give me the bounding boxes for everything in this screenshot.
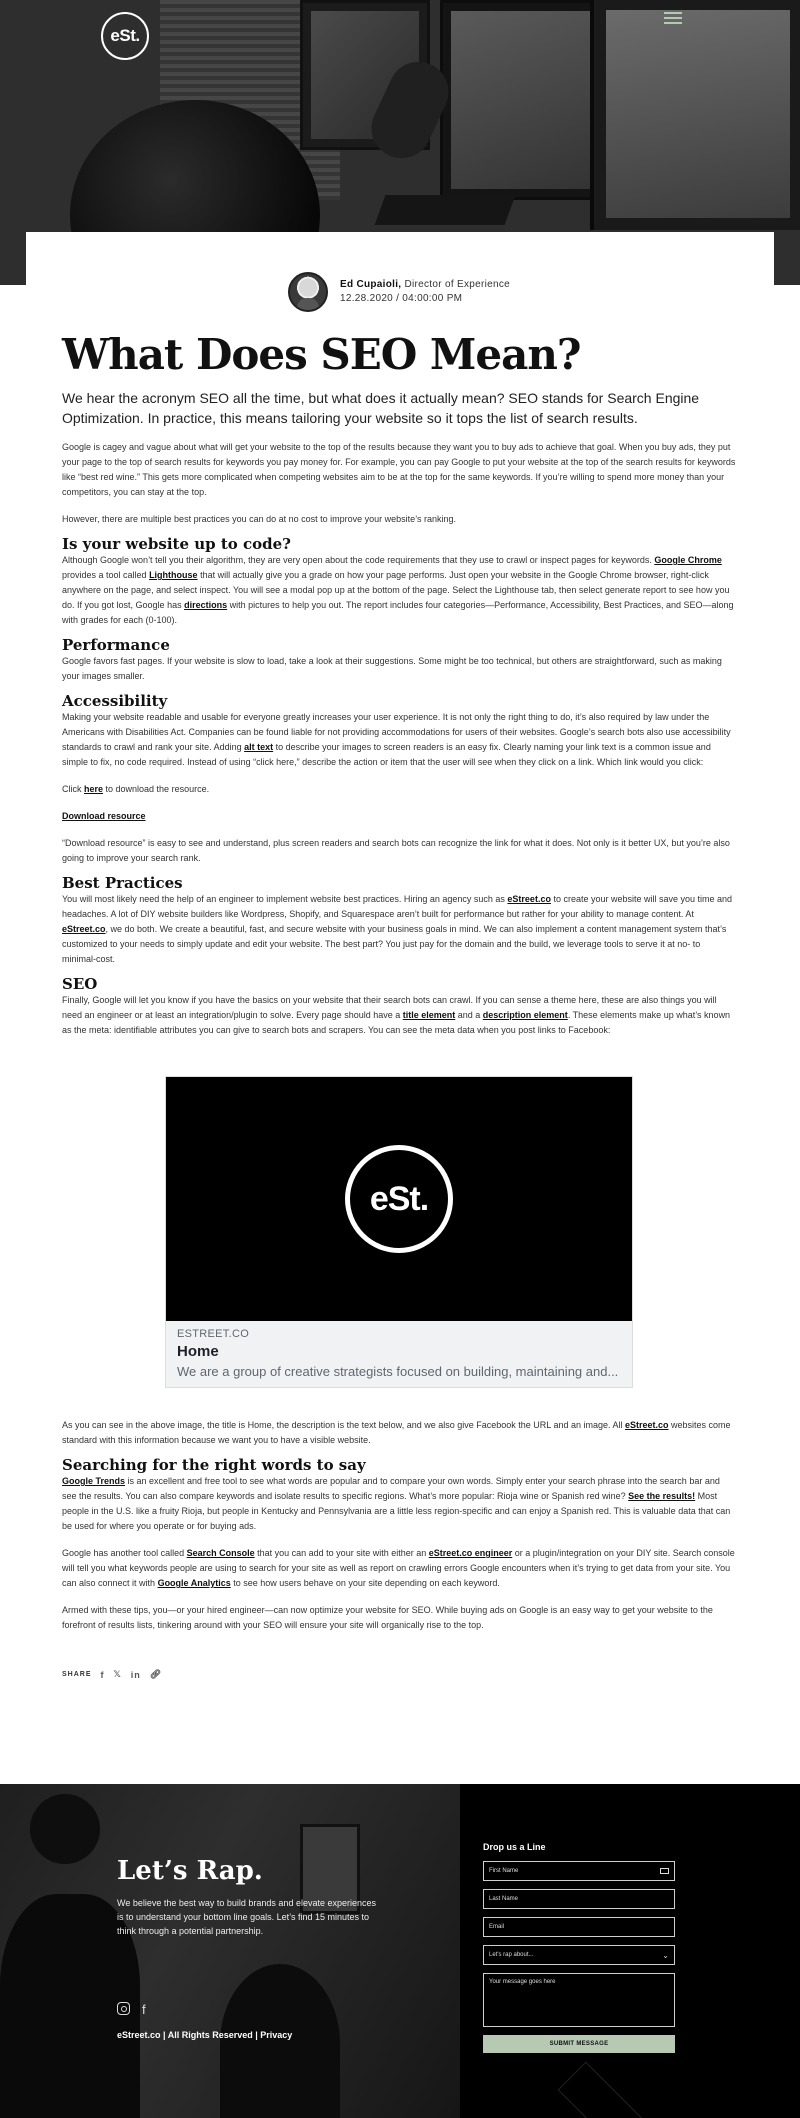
article-card [26, 232, 774, 1780]
submit-button[interactable]: SUBMIT MESSAGE [483, 2035, 675, 2053]
share-label: SHARE [62, 1671, 92, 1678]
paragraph [62, 809, 736, 824]
here-link[interactable]: here [84, 784, 104, 794]
post-date: 12.28.2020 / 04:00:00 PM [340, 293, 463, 304]
author-name: Ed Cupaioli, [340, 279, 402, 290]
estreet-logo: eSt. [345, 1145, 453, 1253]
paragraph: Finally, Google will let you know if you have the basics on your website that their search bots can crawl. If you can sense a theme here, these are also things you will need an engineer or at least an integration/plugin to solve. Every page should have a title element and a description element. These elements make up what’s known as the meta: identifiable attributes you can give to search bots and scrapers. You can see the meta data when you post links to Facebook: [62, 995, 731, 1035]
description-element-link[interactable]: description element [482, 1010, 568, 1020]
paragraph: You will most likely need the help of an engineer to implement website best practices. Hiring an agency such as eStreet.co to create your website will save you time and headaches. A lot of DIY website builders like Wordpress, Shopify, and Squarespace aren’t built for performance but rather for your ability to manage content. At eStreet.co, we do both. We create a beautiful, fast, and secure website with your business goals in mind. We can also implement a content management system that’s customized to your needs to simply update and edit your website. The best part? You just pay for the domain and the build, we leverage tools to serve it at no- to minimal-cost. [62, 894, 733, 964]
section-heading: Performance [62, 636, 170, 654]
keyboard [375, 195, 516, 225]
keyboard-icon [660, 1868, 669, 1874]
paragraph: Click here to download the resource. [62, 784, 210, 794]
footer-title: Let’s Rap. [117, 1856, 263, 1886]
twitter-icon[interactable]: 𝕏 [113, 1669, 122, 1679]
see-results-link[interactable]: See the results! [628, 1491, 696, 1501]
first-name-field[interactable]: First Name [483, 1861, 675, 1881]
preview-title: Home [177, 1343, 219, 1360]
site-logo[interactable]: eSt. [101, 12, 149, 60]
footer-rights: eStreet.co | All Rights Reserved | Privacy [117, 2030, 293, 2040]
alt-text-link[interactable]: alt text [244, 742, 274, 752]
estreet-link[interactable]: eStreet.co [507, 894, 551, 904]
estreet-link[interactable]: eStreet.co [62, 924, 106, 934]
link-icon[interactable]: 🔗︎ [149, 1669, 163, 1679]
avatar [288, 272, 328, 312]
facebook-icon[interactable]: f [142, 2002, 146, 2017]
estreet-engineer-link[interactable]: eStreet.co engineer [428, 1548, 513, 1558]
directions-link[interactable]: directions [184, 600, 228, 610]
paragraph: Armed with these tips, you—or your hired engineer—can now optimize your website for SEO. While buying ads on Google is an easy way to get your website to the forefront of results lists, tinkering around with your SEO will ensure your site will organically rise to the top. [62, 1605, 713, 1630]
linkedin-icon[interactable]: in [130, 1669, 141, 1680]
preview-description: We are a group of creative strategists focused on building, maintaining and... [177, 1364, 619, 1379]
download-resource-link[interactable]: Download resource [62, 811, 146, 821]
paragraph: Google has another tool called Search Console that you can add to your site with either an eStreet.co engineer or a plugin/integration on your DIY site. Search console will tell you what keywords people are using to search for your site as well as report on crawling errors Google encounters when it’s trying to get data from your site. You can also connect it with Google Analytics to see how users behave on your site depending on each keyword. [62, 1548, 735, 1588]
paragraph: Although Google won’t tell you their algorithm, they are very open about the code requirements that they use to crawl or inspect pages for keywords. Google Chrome provides a tool called Lighthouse that will actually give you a grade on how your page performs. Just open your website in the Google Chrome browser, right-click anywhere on the page, and select inspect. You will see a modal pop up at the bottom of the page. Select the Lighthouse tab, then select generate report to see how you do. If you got lost, Google has directions with pictures to help you out. The report includes four categories—Performance, Accessibility, Best Practices, and SEO—along with grades for each (0-100). [62, 555, 734, 625]
paragraph: However, there are multiple best practices you can do at no cost to improve your website’s ranking. [62, 514, 457, 524]
form-title: Drop us a Line [483, 1842, 546, 1852]
monitor [440, 0, 610, 200]
paragraph: Making your website readable and usable for everyone greatly increases your user experience. It is not only the right thing to do, it’s also required by law under the Americans with Disabilities Act. Companies can be found liable for not providing accommodations for users of their websites. Google’s search bots also use accessibility standards to crawl and rank your site. Adding alt text to describe your images to screen readers is an easy fix. Clearly naming your link text is a common issue and simple to fix, no code required. Instead of using “click here,” describe the action or item that the user will see when they click on a link. Which link would you click: [62, 712, 731, 767]
section-heading: Is your website up to code? [62, 535, 291, 553]
preview-image [166, 1077, 632, 1321]
hamburger-menu-icon[interactable] [664, 12, 682, 24]
topic-select[interactable]: Let's rap about... ⌄ [483, 1945, 675, 1965]
google-analytics-link[interactable]: Google Analytics [157, 1578, 231, 1588]
search-console-link[interactable]: Search Console [186, 1548, 255, 1558]
author-role: Director of Experience [401, 279, 510, 290]
estreet-link[interactable]: eStreet.co [625, 1420, 669, 1430]
instagram-icon[interactable] [117, 2002, 130, 2015]
page-title: What Does SEO Mean? [62, 330, 581, 379]
email-field[interactable]: Email [483, 1917, 675, 1937]
preview-site: ESTREET.CO [177, 1328, 250, 1340]
section-heading: Accessibility [62, 692, 168, 710]
article-content [62, 330, 736, 1680]
paragraph: Google is cagey and vague about what will get your website to the top of the results because they want you to buy ads to achieve that goal. When you buy ads, they put your page to the top of search results for keywords you pay money for. For example, you can pay Google to put your website at the top of the search results for keywords like “best red wine.” This gets more complicated when competing websites aim to be at the top for the same keywords. If you’re willing to spend more money than your competitors, you can stay at the top. [62, 442, 736, 497]
section-heading: SEO [62, 975, 98, 993]
google-trends-link[interactable]: Google Trends [62, 1476, 126, 1486]
paragraph: “Download resource” is easy to see and understand, plus screen readers and search bots can recognize the link for what it does. Not only is it better UX, but you’re also going to improve your search rank. [62, 838, 730, 863]
lighthouse-link[interactable]: Lighthouse [149, 570, 198, 580]
chevron-down-icon: ⌄ [662, 1950, 669, 1960]
paragraph: As you can see in the above image, the title is Home, the description is the text below, and we also give Facebook the URL and an image. All eStreet.co websites come standard with this information because we want you to have a visible website. [62, 1420, 731, 1445]
section-heading: Best Practices [62, 874, 183, 892]
footer [0, 1784, 800, 2118]
share-bar [62, 1669, 736, 1680]
footer-text: We believe the best way to build brands and elevate experiences is to understand your bottom line goals. Let’s find 15 minutes to think through a potential partnership. [117, 1898, 376, 1936]
contact-form [483, 1842, 675, 2053]
facebook-link-preview[interactable] [165, 1076, 633, 1388]
paragraph: Google favors fast pages. If your website is slow to load, take a look at their suggestions. Some might be too technical, but others are straightforward, such as making your images smaller. [62, 656, 722, 681]
last-name-field[interactable]: Last Name [483, 1889, 675, 1909]
facebook-icon[interactable]: f [100, 1669, 105, 1680]
article-lead: We hear the acronym SEO all the time, but what does it actually mean? SEO stands for Search Engine Optimization. In practice, this means tailoring your website so it tops the list of search results. [62, 390, 700, 426]
title-element-link[interactable]: title element [402, 1010, 456, 1020]
footer-social [117, 2002, 146, 2017]
footer-photo [0, 1784, 460, 2118]
section-heading: Searching for the right words to say [62, 1456, 366, 1474]
message-textarea[interactable]: Your message goes here [483, 1973, 675, 2027]
paragraph: Google Trends is an excellent and free tool to see what words are popular and to compare your own words. Simply enter your search phrase into the search bar and see the results. You can also compare keywords and isolate results to specific regions. What’s more popular: Rioja wine or Spanish red wine? See the results! Most people in the U.S. like a fruity Rioja, but people in Kentucky and Pennsylvania are a little less region-specific and can enjoy a Spanish red. This is valuable data that can be used for where you operate or for buying ads. [62, 1476, 731, 1531]
monitor [590, 0, 800, 230]
google-chrome-link[interactable]: Google Chrome [654, 555, 722, 565]
decorative-shape [558, 2062, 643, 2118]
author-byline [288, 272, 510, 312]
